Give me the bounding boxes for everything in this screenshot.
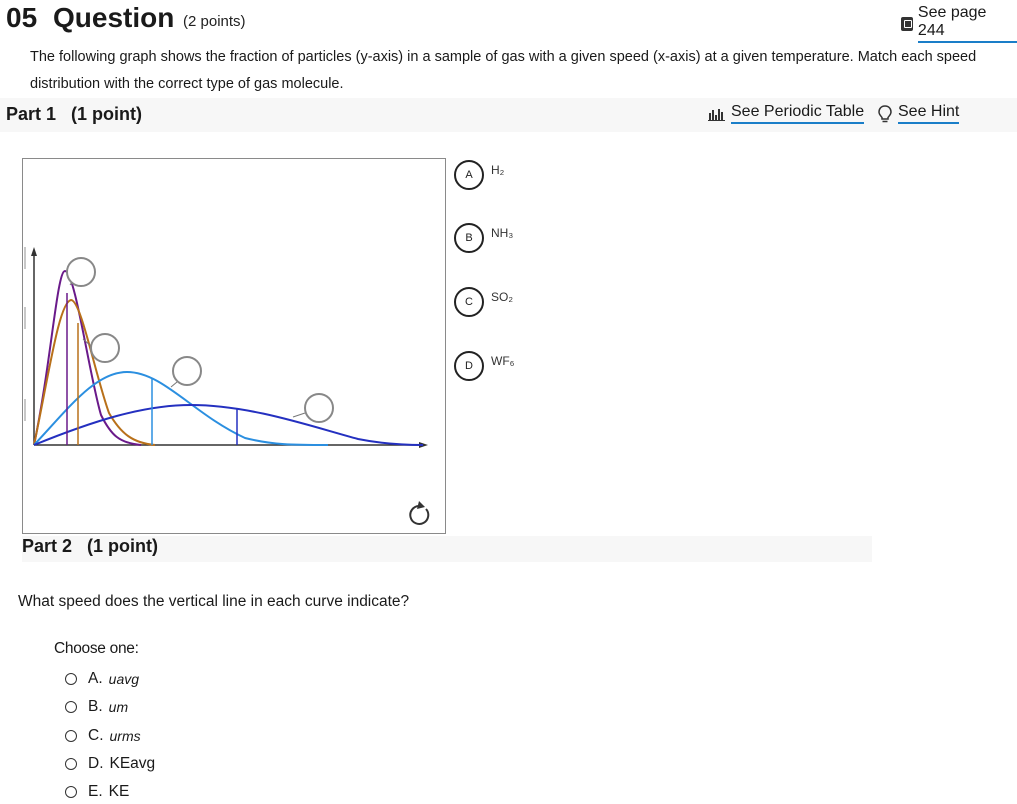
- lightbulb-icon: [878, 105, 892, 123]
- option-d-wf6[interactable]: [454, 351, 515, 381]
- periodic-table-label: See Periodic Table: [731, 103, 864, 124]
- option-molecule: SO₂: [491, 290, 513, 304]
- option-badge: C: [454, 287, 484, 317]
- choice-letter: D.: [88, 755, 104, 772]
- speed-distribution-graph: [22, 158, 446, 534]
- curve-purple: [34, 271, 141, 445]
- radio-button[interactable]: [65, 701, 77, 713]
- question-points: (2 points): [183, 13, 246, 30]
- question-prompt: The following graph shows the fraction of particles (y-axis) in a sample of gas with a given speed (x-axis) at a given temperature. Match each speed distribution with the correct type of gas molecule.: [30, 49, 977, 92]
- part2-question: What speed does the vertical line in each curve indicate?: [18, 593, 410, 610]
- reset-icon[interactable]: [410, 501, 428, 524]
- target-connector: [293, 413, 305, 417]
- hint-label: See Hint: [898, 103, 959, 124]
- choice-text: urms: [109, 728, 141, 744]
- question-title: Question: [53, 2, 175, 33]
- radio-button[interactable]: [65, 730, 77, 742]
- question-number: 05: [6, 2, 38, 33]
- curve-dark-blue: [34, 405, 423, 445]
- y-axis-arrow: [31, 247, 37, 256]
- part1-label: Part 1 (1 point): [6, 104, 143, 124]
- choice-text: KEavg: [109, 755, 156, 772]
- radio-button[interactable]: [65, 758, 77, 770]
- part1-header-bar: [0, 98, 1017, 132]
- option-c-so2[interactable]: [454, 287, 513, 317]
- see-page-link[interactable]: [901, 4, 1017, 43]
- option-molecule: WF₆: [491, 354, 515, 368]
- choice-letter: E.: [88, 783, 103, 800]
- option-molecule: NH₃: [491, 226, 514, 240]
- see-page-label: See page 244: [918, 4, 1017, 43]
- choice-c[interactable]: [65, 727, 141, 745]
- option-b-nh3[interactable]: [454, 223, 513, 253]
- choice-text: uavg: [108, 671, 140, 687]
- graph-canvas: [23, 159, 447, 535]
- option-badge: B: [454, 223, 484, 253]
- choice-letter: C.: [88, 727, 104, 744]
- choice-b[interactable]: [65, 698, 128, 716]
- option-badge: A: [454, 160, 484, 190]
- see-periodic-table-link[interactable]: [708, 103, 864, 124]
- drop-target-purple[interactable]: [67, 258, 95, 286]
- option-molecule: H₂: [491, 163, 505, 177]
- option-a-h2[interactable]: [454, 160, 504, 190]
- choice-a[interactable]: [65, 670, 139, 688]
- choice-text: KE: [108, 783, 130, 800]
- radio-button[interactable]: [65, 786, 77, 798]
- see-hint-link[interactable]: [878, 103, 959, 124]
- bar-chart-icon: [708, 107, 726, 121]
- radio-button[interactable]: [65, 673, 77, 685]
- choice-e[interactable]: [65, 783, 129, 801]
- book-icon: [901, 17, 913, 31]
- choice-letter: B.: [88, 698, 103, 715]
- drop-target-orange[interactable]: [91, 334, 119, 362]
- drop-target-dark-blue[interactable]: [305, 394, 333, 422]
- part2-label: Part 2 (1 point): [22, 536, 159, 556]
- choice-letter: A.: [88, 670, 103, 687]
- choose-one-label: Choose one:: [54, 640, 139, 657]
- choice-text: um: [108, 699, 129, 715]
- option-badge: D: [454, 351, 484, 381]
- drop-target-light-blue[interactable]: [173, 357, 201, 385]
- choice-d[interactable]: [65, 755, 155, 773]
